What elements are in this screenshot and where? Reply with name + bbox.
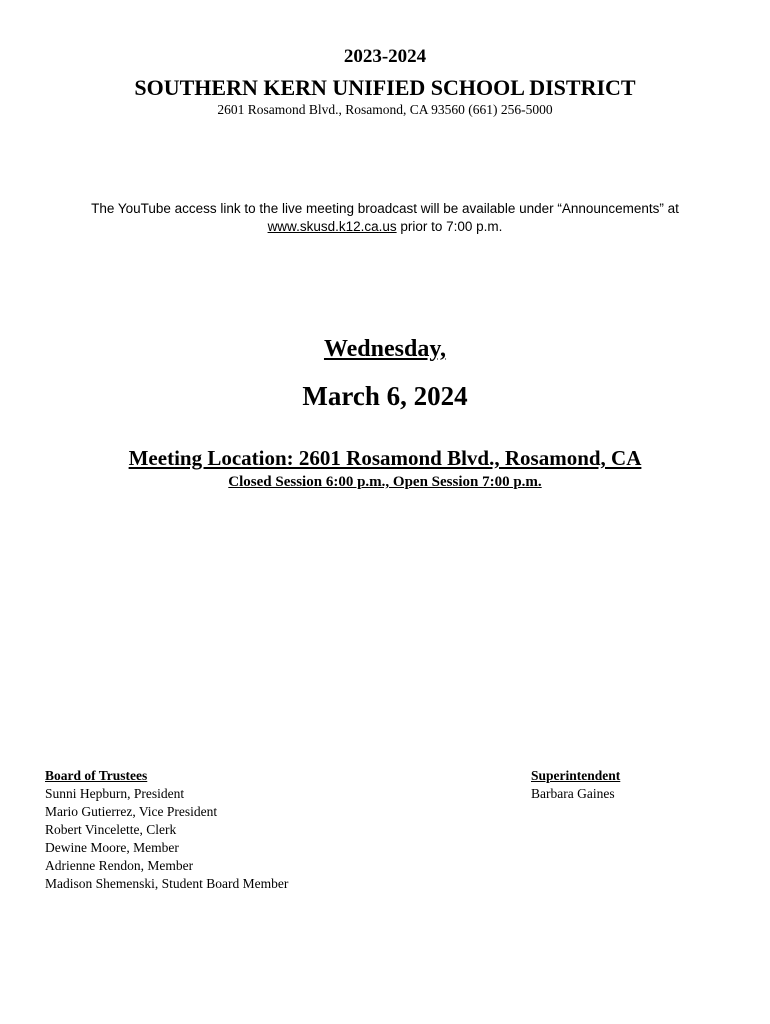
board-member: Mario Gutierrez, Vice President	[45, 804, 218, 819]
superintendent-heading: Superintendent	[531, 768, 621, 783]
board-member: Robert Vincelette, Clerk	[45, 822, 177, 837]
district-address: 2601 Rosamond Blvd., Rosamond, CA 93560 (661) 256-5000	[217, 102, 553, 117]
board-member: Adrienne Rendon, Member	[45, 858, 194, 873]
session-times: Closed Session 6:00 p.m., Open Session 7:00 p.m.	[228, 474, 542, 490]
board-member: Madison Shemenski, Student Board Member	[45, 876, 289, 891]
school-year: 2023-2024	[343, 46, 427, 67]
board-of-trustees	[45, 767, 288, 893]
board-heading: Board of Trustees	[45, 768, 148, 783]
youtube-notice	[0, 200, 770, 236]
district-website-link[interactable]: www.skusd.k12.ca.us	[267, 219, 397, 234]
meeting-date: March 6, 2024	[302, 381, 468, 411]
superintendent-name: Barbara Gaines	[531, 786, 615, 801]
notice-line-1: The YouTube access link to the live meeting broadcast will be available under “Announcements” at	[91, 201, 679, 216]
notice-line-2-rest: prior to 7:00 p.m.	[396, 219, 503, 234]
superintendent-block	[531, 767, 620, 803]
meeting-location: Meeting Location: 2601 Rosamond Blvd., Rosamond, CA	[128, 446, 642, 470]
district-name: SOUTHERN KERN UNIFIED SCHOOL DISTRICT	[134, 75, 636, 100]
board-member: Sunni Hepburn, President	[45, 786, 185, 801]
notice-line-2	[0, 218, 770, 236]
meeting-day: Wednesday,	[323, 336, 447, 362]
board-member: Dewine Moore, Member	[45, 840, 179, 855]
